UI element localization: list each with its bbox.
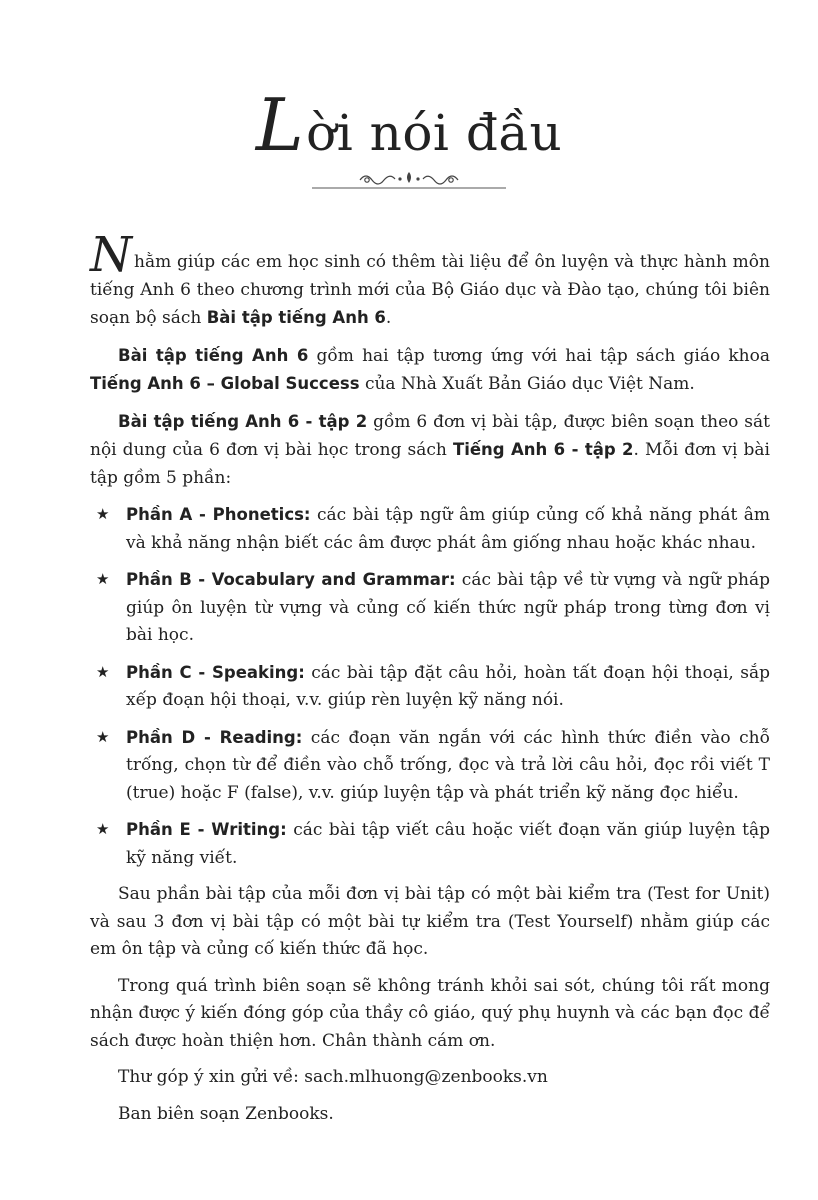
ornament-divider — [312, 168, 506, 190]
paragraph-structure: Bài tập tiếng Anh 6 - tập 2 gồm 6 đơn vị bài tập, được biên soạn theo sát nội dung của 6 đơn vị bài học trong sách Tiếng Anh 6 - tập 2. Mỗi đơn vị bài tập gồm 5 phần: — [90, 411, 771, 488]
preface-body — [90, 227, 771, 1137]
parts-list — [90, 501, 770, 872]
list-item: ★ Phần D - Reading: các đoạn văn ngắn với các hình thức điền vào chỗ trống, chọn từ để điền vào chỗ trống, đọc và trả lời câu hỏi, đọc rồi viết T (true) hoặc F (false), v.v. giúp luyện tập và phát triển kỹ năng đọc hiểu. — [90, 724, 770, 808]
title-text: ời nói đầu — [306, 104, 563, 162]
star-icon: ★ — [96, 505, 110, 523]
star-icon: ★ — [96, 727, 110, 746]
intro-paragraph: Nhằm giúp các em học sinh có thêm tài liệu để ôn luyện và thực hành môn tiếng Anh 6 theo chương trình mới của Bộ Giáo dục và Đào tạo, chúng tôi biên soạn bộ sách Bài tập tiếng Anh 6. — [90, 227, 770, 328]
star-icon: ★ — [96, 570, 110, 588]
paragraph-tests: Sau phần bài tập của mỗi đơn vị bài tập có một bài kiểm tra (Test for Unit) và sau 3 đơn vị bài tập có một bài tự kiểm tra (Test Yourself) nhằm giúp các em ôn tập và củng cố kiến thức đã học. — [90, 884, 770, 959]
paragraph-volumes: Bài tập tiếng Anh 6 gồm hai tập tương ứng với hai tập sách giáo khoa Tiếng Anh 6 – Global Success của Nhà Xuất Bản Giáo dục Việt Nam. — [90, 345, 770, 394]
book-title: Bài tập tiếng Anh 6 — [206, 308, 386, 327]
contact-line: Thư góp ý xin gửi về: sach.mlhuong@zenbooks.vn — [118, 1067, 548, 1087]
drop-cap: N — [90, 227, 132, 283]
paragraph-feedback: Trong quá trình biên soạn sẽ không tránh khỏi sai sót, chúng tôi rất mong nhận được ý kiến đóng góp của thầy cô giáo, quý phụ huynh và các bạn đọc để sách được hoàn thiện hơn. Chân thành cám ơn. — [90, 975, 770, 1051]
star-icon: ★ — [96, 820, 110, 838]
list-item: ★ Phần A - Phonetics: các bài tập ngữ âm giúp củng cố khả năng phát âm và khả năng nhận biết các âm được phát âm giống nhau hoặc khác nhau. — [90, 501, 770, 557]
list-item: ★ Phần E - Writing: các bài tập viết câu hoặc viết đoạn văn giúp luyện tập kỹ năng viết. — [90, 816, 770, 872]
star-icon: ★ — [96, 662, 110, 681]
title-initial: L — [255, 83, 305, 167]
page-title — [0, 83, 818, 167]
list-item: ★ Phần C - Speaking: các bài tập đặt câu hỏi, hoàn tất đoạn hội thoại, sắp xếp đoạn hội thoại, v.v. giúp rèn luyện kỹ năng nói. — [90, 659, 770, 715]
signature-line: Ban biên soạn Zenbooks. — [118, 1103, 334, 1124]
list-item: ★ Phần B - Vocabulary and Grammar: các bài tập về từ vựng và ngữ pháp giúp ôn luyện từ vựng và củng cố kiến thức ngữ pháp trong từng đơn vị bài học. — [90, 566, 770, 650]
